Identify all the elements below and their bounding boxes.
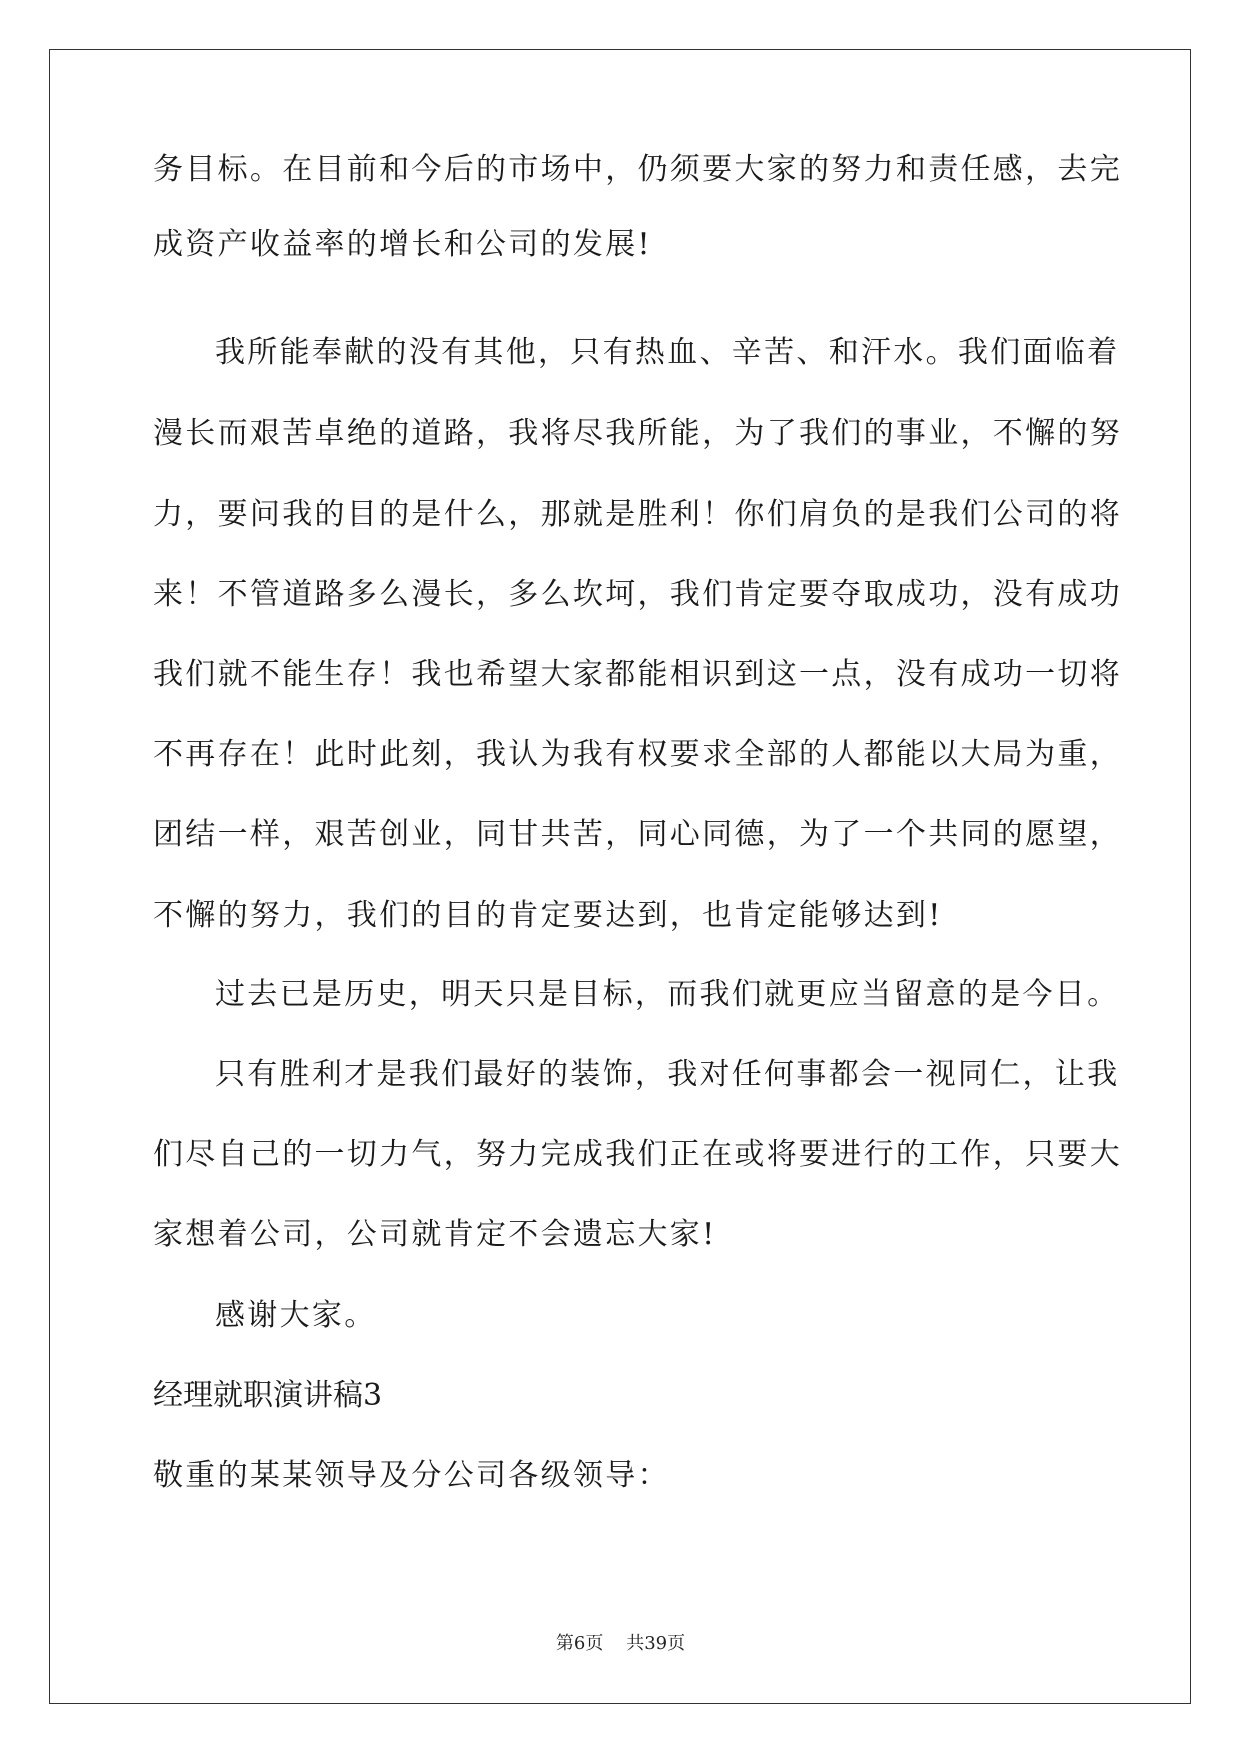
page-total: 共39页: [626, 1633, 686, 1654]
body-line: 我们就不能生存！我也希望大家都能相识到这一点，没有成功一切将: [153, 657, 1122, 692]
body-line: 不懈的努力，我们的目的肯定要达到，也肯定能够达到!: [153, 898, 943, 933]
body-line: 来！不管道路多么漫长，多么坎坷，我们肯定要夺取成功，没有成功: [153, 577, 1122, 612]
paragraph-start-line: 只有胜利才是我们最好的装饰，我对任何事都会一视同仁，让我: [215, 1057, 1120, 1092]
page-number: 第6页: [555, 1633, 604, 1654]
body-line: 不再存在！此时此刻，我认为我有权要求全部的人都能以大局为重，: [153, 737, 1122, 772]
body-line: 力，要问我的目的是什么，那就是胜利！你们肩负的是我们公司的将: [153, 497, 1122, 532]
paragraph-start-line: 我所能奉献的没有其他，只有热血、辛苦、和汗水。我们面临着: [215, 335, 1120, 370]
body-line: 成资产收益率的增长和公司的发展!: [153, 227, 652, 262]
body-line: 们尽自己的一切力气，努力完成我们正在或将要进行的工作，只要大: [153, 1137, 1122, 1172]
body-line: 务目标。在目前和今后的市场中，仍须要大家的努力和责任感，去完: [153, 152, 1122, 187]
body-line: 家想着公司，公司就肯定不会遗忘大家!: [153, 1217, 717, 1252]
body-line: 团结一样，艰苦创业，同甘共苦，同心同德，为了一个共同的愿望，: [153, 817, 1122, 852]
closing-line: 感谢大家。: [215, 1298, 377, 1333]
page-footer: [0, 1632, 1241, 1656]
section-heading: 经理就职演讲稿3: [153, 1378, 383, 1413]
body-line: 漫长而艰苦卓绝的道路，我将尽我所能，为了我们的事业，不懈的努: [153, 416, 1122, 451]
salutation-line: 敬重的某某领导及分公司各级领导：: [153, 1458, 670, 1493]
paragraph-start-line: 过去已是历史，明天只是目标，而我们就更应当留意的是今日。: [215, 977, 1120, 1012]
